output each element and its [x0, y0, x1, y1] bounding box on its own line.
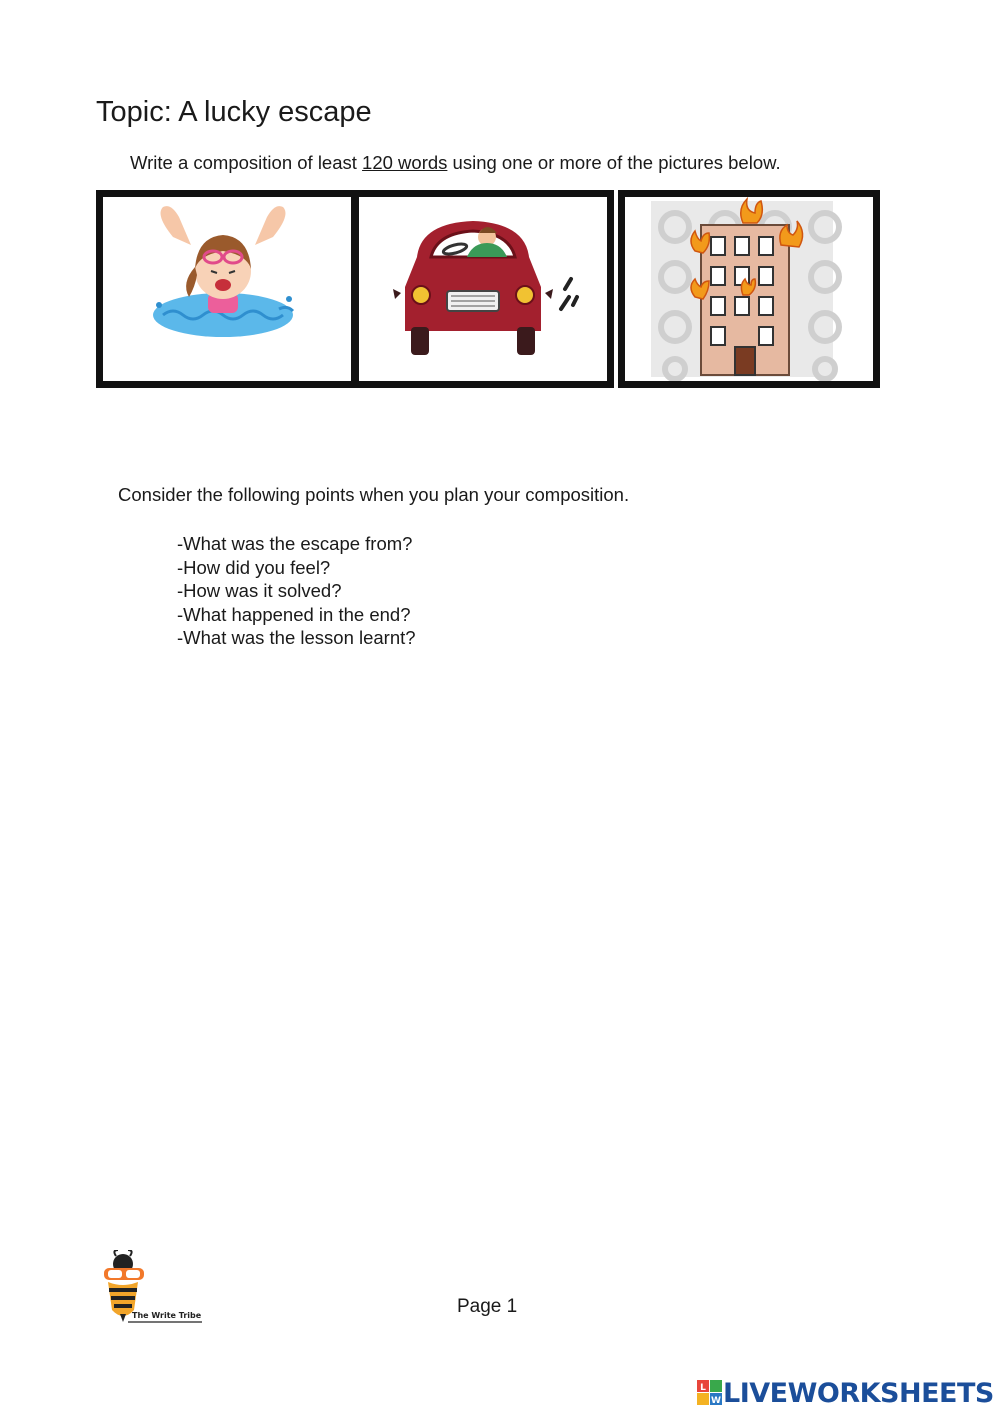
guiding-points-list [177, 532, 416, 650]
liveworksheets-brand [697, 1376, 994, 1410]
svg-text:W: W [711, 1396, 721, 1406]
drowning-girl-illustration [103, 197, 351, 381]
instruction-before: Write a composition of least [130, 152, 363, 173]
consider-prompt: Consider the following points when you plan your composition. [118, 484, 630, 505]
list-item: -What was the lesson learnt? [177, 627, 416, 648]
write-tribe-logo [98, 1250, 208, 1328]
instruction-text [130, 152, 781, 174]
picture-car-crash [352, 190, 614, 388]
page-title: Topic: A lucky escape [96, 96, 372, 128]
picture-drowning-girl [96, 190, 358, 388]
bee-icon [98, 1250, 208, 1328]
list-item: -How was it solved? [177, 580, 342, 601]
page-number: Page 1 [457, 1296, 518, 1317]
list-item: -How did you feel? [177, 556, 331, 578]
instruction-after: using one or more of the pictures below. [447, 152, 781, 173]
picture-strip [96, 190, 880, 388]
liveworksheets-wordmark: LIVEWORKSHEETS [723, 1377, 994, 1409]
car-crash-illustration [359, 197, 607, 381]
picture-burning-building [618, 190, 880, 388]
liveworksheets-logo-icon [697, 1380, 723, 1406]
word-count-underlined: 120 words [362, 152, 448, 173]
list-item: -What was the escape from? [177, 533, 413, 554]
svg-text:L: L [700, 1383, 706, 1393]
list-item: -What happened in the end? [177, 603, 411, 625]
logo-text: The Write Tribe [132, 1311, 202, 1320]
burning-building-illustration [625, 197, 873, 381]
